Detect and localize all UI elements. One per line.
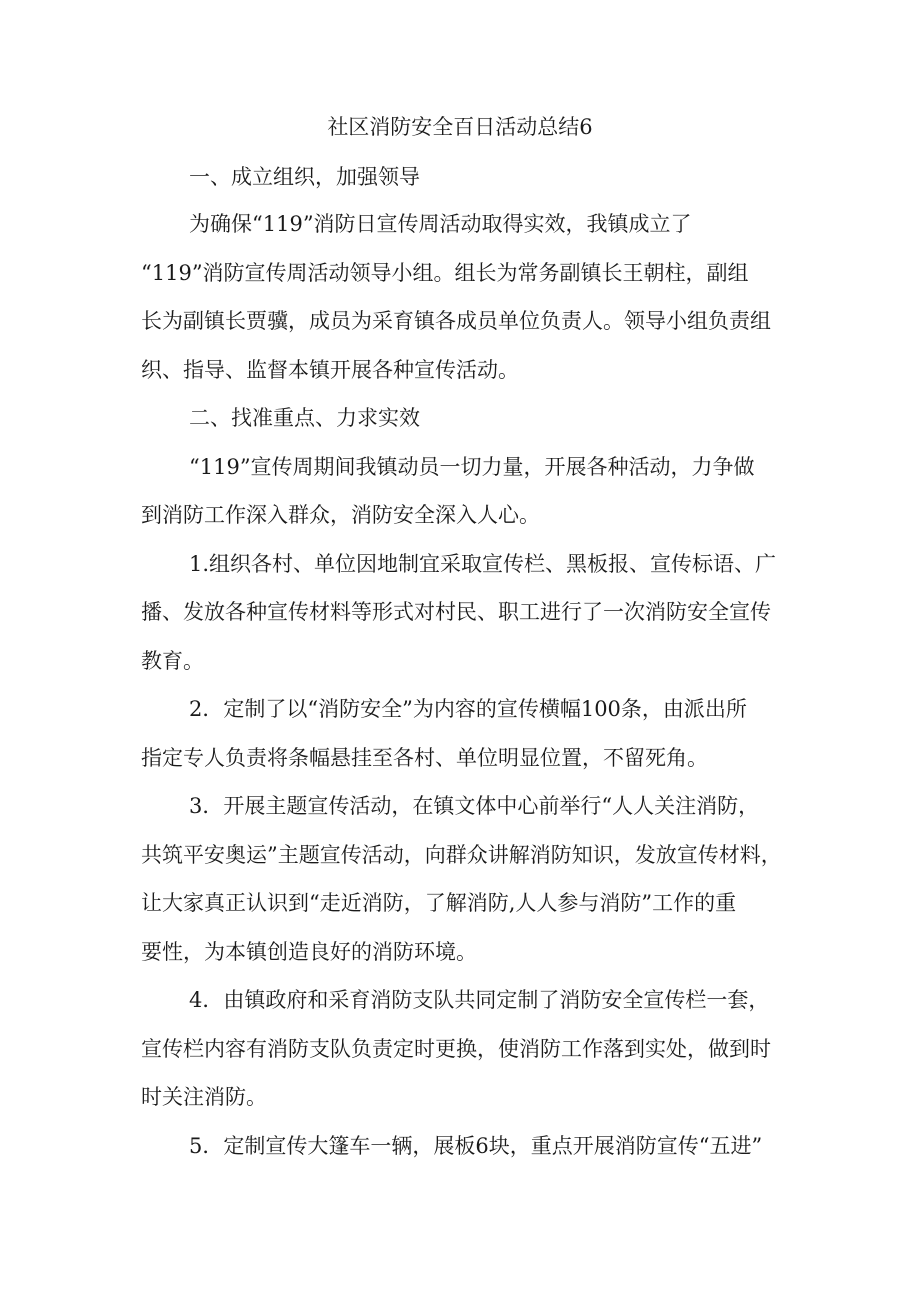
paragraph-line: 1.组织各村、单位因地制宜采取宣传栏、黑板报、宣传标语、广 xyxy=(189,552,777,576)
paragraph-line: 织、指导、监督本镇开展各种宣传活动。 xyxy=(141,358,519,382)
section-heading-1: 一、成立组织，加强领导 xyxy=(189,165,420,189)
paragraph-line: 长为副镇长贾骥，成员为采育镇各成员单位负责人。领导小组负责组 xyxy=(141,309,771,333)
paragraph-line: 4．由镇政府和采育消防支队共同定制了消防安全宣传栏一套， xyxy=(189,988,770,1012)
paragraph-line: 到消防工作深入群众，消防安全深入人心。 xyxy=(141,503,540,527)
paragraph-line: 2．定制了以“消防安全”为内容的宣传横幅100条，由派出所 xyxy=(189,697,747,721)
paragraph-line: “119”宣传周期间我镇动员一切力量，开展各种活动，力争做 xyxy=(189,455,755,479)
paragraph-line: 要性，为本镇创造良好的消防环境。 xyxy=(141,940,477,964)
paragraph-line: 5．定制宣传大篷车一辆，展板6块，重点开展消防宣传“五进” xyxy=(189,1134,763,1158)
paragraph-line: 宣传栏内容有消防支队负责定时更换，使消防工作落到实处，做到时 xyxy=(141,1037,771,1061)
paragraph-line: 让大家真正认识到“走近消防，了解消防,人人参与消防”工作的重 xyxy=(141,891,737,915)
paragraph-line: 播、发放各种宣传材料等形式对村民、职工进行了一次消防安全宣传 xyxy=(141,600,771,624)
paragraph-line: 教育。 xyxy=(141,649,204,673)
paragraph-line: 共筑平安奥运”主题宣传活动，向群众讲解消防知识，发放宣传材料， xyxy=(141,843,782,867)
section-heading-2: 二、找准重点、力求实效 xyxy=(189,406,420,430)
paragraph-line: 指定专人负责将条幅悬挂至各村、单位明显位置，不留死角。 xyxy=(141,746,708,770)
paragraph-line: 3．开展主题宣传活动，在镇文体中心前举行“人人关注消防， xyxy=(189,794,760,818)
document-title: 社区消防安全百日活动总结6 xyxy=(327,115,593,139)
paragraph-line: 时关注消防。 xyxy=(141,1085,267,1109)
paragraph-line: “119”消防宣传周活动领导小组。组长为常务副镇长王朝柱，副组 xyxy=(141,261,749,285)
paragraph-line: 为确保“119”消防日宣传周活动取得实效，我镇成立了 xyxy=(189,212,692,236)
